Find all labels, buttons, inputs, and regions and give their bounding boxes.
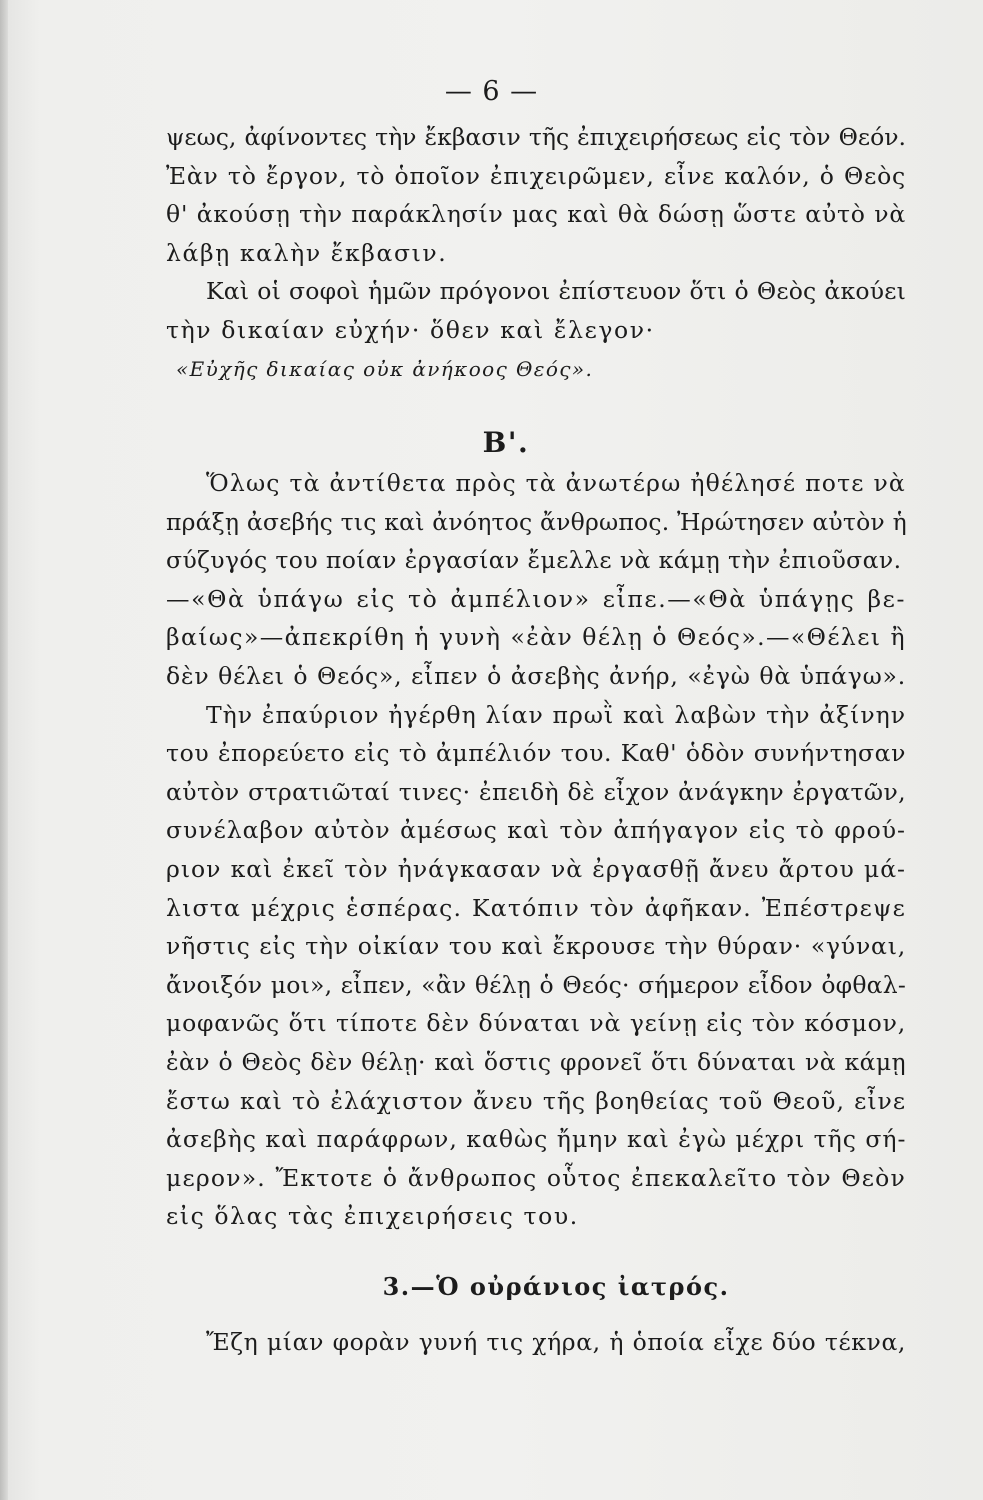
text-line: μοφανῶς ὅτι τίποτε δὲν δύναται νὰ γείνῃ εἰς τὸν κόσμον, xyxy=(166,1009,906,1038)
proverb-quote: «Εὐχῆς δικαίας οὐκ ἀνήκοος Θεός». xyxy=(176,356,594,381)
text-line: σύζυγός του ποίαν ἐργασίαν ἔμελλε νὰ κάμῃ τὴν ἐπιοῦσαν. xyxy=(166,546,902,575)
text-line: θ' ἀκούσῃ τὴν παράκλησίν μας καὶ θὰ δώσῃ ὥστε αὐτὸ νὰ xyxy=(166,200,906,229)
text-line: εἰς ὅλας τὰς ἐπιχειρήσεις του. xyxy=(166,1202,579,1231)
text-block-lower xyxy=(166,1238,906,1361)
text-line: —«Θὰ ὑπάγω εἰς τὸ ἀμπέλιον» εἶπε.—«Θὰ ὑπάγῃς βε- xyxy=(166,584,906,613)
text-line: λάβῃ καλὴν ἔκβασιν. xyxy=(166,238,448,267)
page-spine-shadow xyxy=(0,0,8,1500)
text-line: τὴν δικαίαν εὐχήν· ὅθεν καὶ ἔλεγον· xyxy=(166,315,655,344)
text-line: Τὴν ἐπαύριον ἠγέρθη λίαν πρωῒ καὶ λαβὼν τὴν ἀξίνην xyxy=(206,700,906,729)
section-mark: Β'. xyxy=(482,426,530,459)
text-line: ριον καὶ ἐκεῖ τὸν ἠνάγκασαν νὰ ἐργασθῇ ἄνευ ἄρτου μά- xyxy=(166,854,906,883)
text-line: νῆστις εἰς τὴν οἰκίαν του καὶ ἔκρουσε τὴν θύραν· «γύναι, xyxy=(166,932,906,961)
text-line: Ἔζη μίαν φορὰν γυνή τις χήρα, ἡ ὁποία εἶχε δύο τέκνα, xyxy=(206,1327,906,1356)
section-heading: 3.—Ὁ οὐράνιος ἰατρός. xyxy=(382,1272,730,1301)
text-line: Καὶ οἱ σοφοὶ ἡμῶν πρόγονοι ἐπίστευον ὅτι ὁ Θεὸς ἀκούει xyxy=(206,277,906,306)
text-block-middle xyxy=(166,412,906,1236)
text-line: αὐτὸν στρατιῶταί τινες· ἐπειδὴ δὲ εἶχον ἀνάγκην ἐργατῶν, xyxy=(166,777,906,806)
text-line: ἔστω καὶ τὸ ἐλάχιστον ἄνευ τῆς βοηθείας τοῦ Θεοῦ, εἶνε xyxy=(166,1086,906,1115)
text-line: Ὅλως τὰ ἀντίθετα πρὸς τὰ ἀνωτέρω ἠθέλησέ ποτε νὰ xyxy=(206,469,906,497)
text-line: Ἐὰν τὸ ἔργον, τὸ ὁποῖον ἐπιχειρῶμεν, εἶνε καλόν, ὁ Θεὸς xyxy=(166,161,906,190)
text-line: ἄνοιξόν μοι», εἶπεν, «ἂν θέλῃ ὁ Θεός· σήμερον εἶδον ὀφθαλ- xyxy=(166,970,906,999)
text-block-upper xyxy=(166,118,906,388)
page-number: — 6 — xyxy=(444,76,539,107)
text-line: του ἐπορεύετο εἰς τὸ ἀμπέλιόν του. Καθ' ὁδὸν συνήντησαν xyxy=(166,739,906,768)
text-line: ψεως, ἀφίνοντες τὴν ἔκβασιν τῆς ἐπιχειρήσεως εἰς τὸν Θεόν. xyxy=(166,123,906,151)
text-line: βαίως»—ἀπεκρίθη ἡ γυνὴ «ἐὰν θέλῃ ὁ Θεός».—«Θέλει ἢ xyxy=(166,623,906,652)
text-line: ἐὰν ὁ Θεὸς δὲν θέλῃ· καὶ ὅστις φρονεῖ ὅτι δύναται νὰ κάμῃ xyxy=(166,1047,906,1076)
text-line: συνέλαβον αὐτὸν ἀμέσως καὶ τὸν ἀπήγαγον εἰς τὸ φρού- xyxy=(166,816,906,845)
text-line: ἀσεβὴς καὶ παράφρων, καθὼς ἤμην καὶ ἐγὼ μέχρι τῆς σή- xyxy=(166,1125,907,1154)
text-line: δὲν θέλει ὁ Θεός», εἶπεν ὁ ἀσεβὴς ἀνήρ, «ἐγὼ θὰ ὑπάγω». xyxy=(166,661,906,690)
text-line: πράξῃ ἀσεβής τις καὶ ἀνόητος ἄνθρωπος. Ἠρώτησεν αὐτὸν ἡ xyxy=(166,507,907,536)
text-line: μερον». Ἔκτοτε ὁ ἄνθρωπος οὗτος ἐπεκαλεῖτο τὸν Θεὸν xyxy=(166,1163,906,1192)
text-line: λιστα μέχρις ἑσπέρας. Κατόπιν τὸν ἀφῆκαν. Ἐπέστρεψε xyxy=(166,893,906,922)
